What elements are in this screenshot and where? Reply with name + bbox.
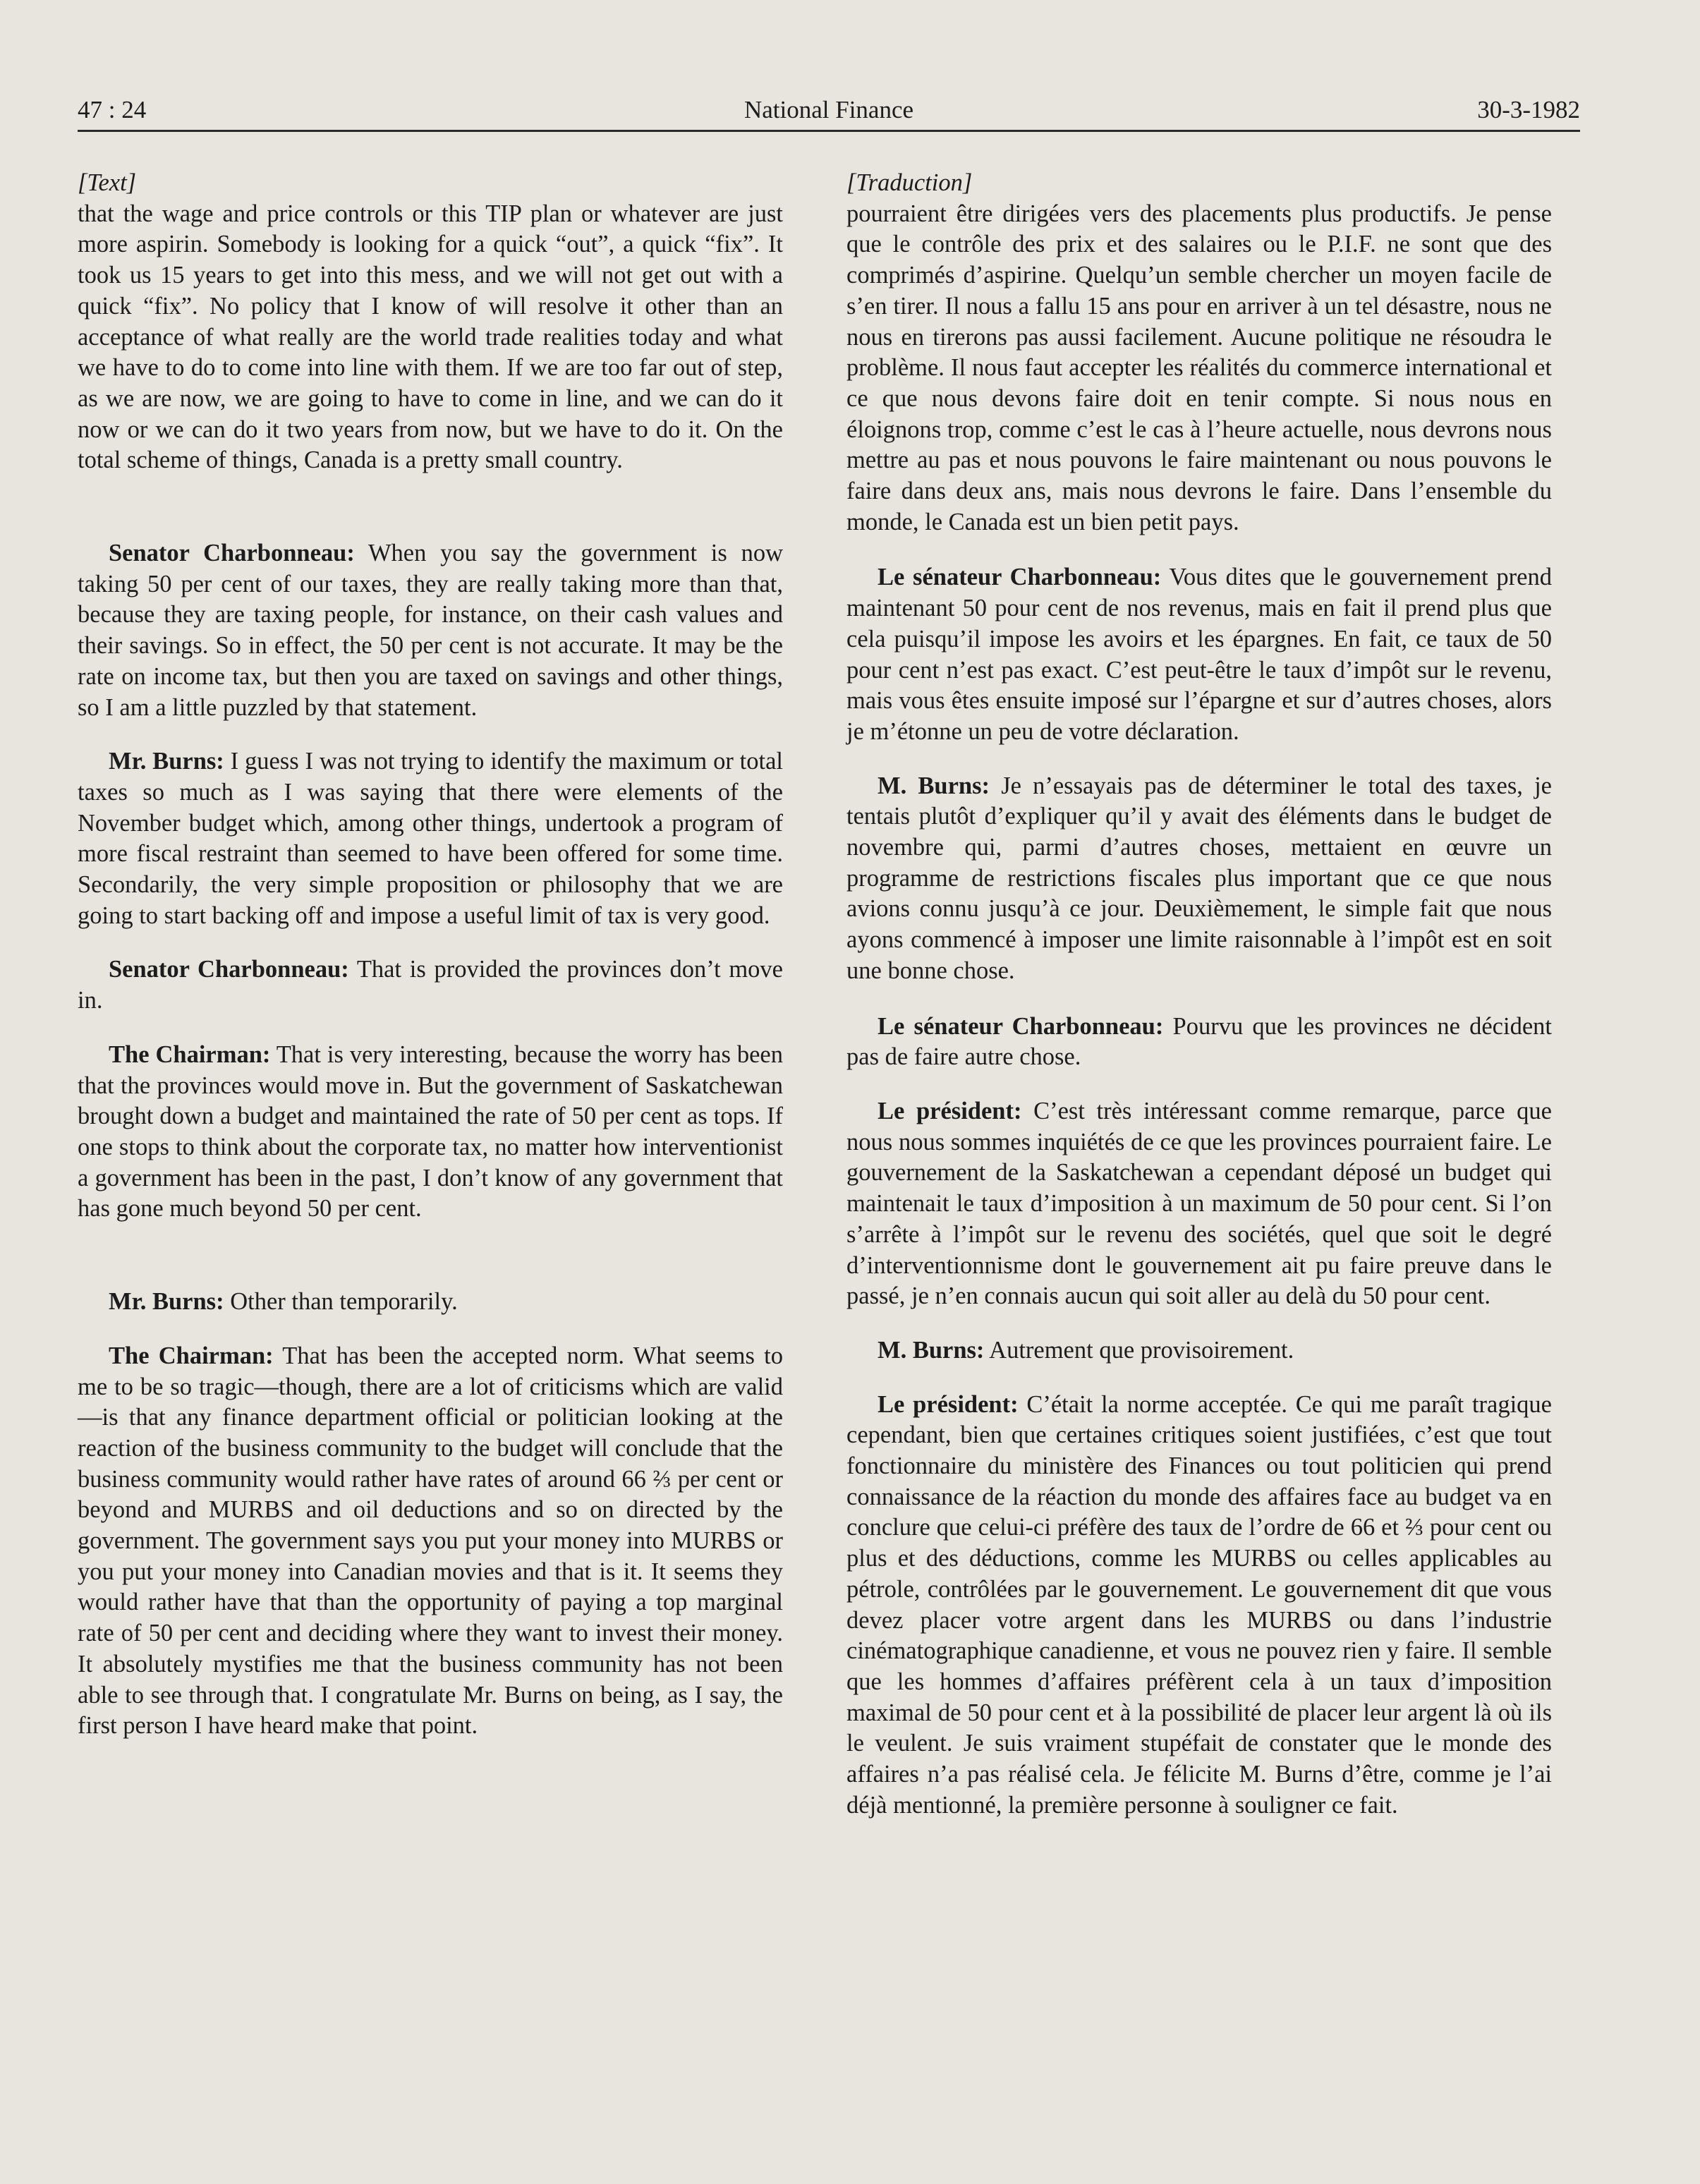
- french-paragraph: [846, 771, 1552, 987]
- speaker-name: Le président:: [878, 1097, 1022, 1124]
- paragraph-text: C’est très intéressant comme remarque, parce que nous nous sommes inquiétés de ce que les provinces pourraient faire. Le gouvernement de la Saskatchewan a cependant déposé un budget qui maintenait le taux d’imposition à un maximum de 50 pour cent. Si l’on s’arrête à l’impôt sur le revenu des sociétés, quel que soit le degré d’interventionnisme dont le gouvernement ait pu faire preuve dans le passé, je n’en connais aucun qui soit aller au delà du 50 pour cent.: [846, 1097, 1552, 1310]
- english-paragraph: [78, 746, 783, 931]
- paragraph-text: Other than temporarily.: [224, 1288, 458, 1316]
- french-paragraph: [846, 1390, 1552, 1821]
- speaker-name: The Chairman:: [109, 1342, 274, 1369]
- paragraph-text: That is provided the provinces don’t move in.: [78, 956, 783, 1014]
- paragraph-text: Pourvu que les provinces ne décident pas de faire autre chose.: [846, 1012, 1552, 1071]
- committee-title: National Finance: [743, 96, 914, 123]
- page-number: 47 : 24: [78, 96, 147, 123]
- paragraph-text: that the wage and price controls or this TIP plan or whatever are just more aspirin. Somebody is looking for a quick “out”, a quick “fix”. It took us 15 years to get into this mess, and we will not get out with a quick “fix”. No policy that I know of will resolve it other than an acceptance of what really are the world trade realities today and what we have to do to come into line with them. If we are too far out of step, as we are now, we are going to have to come in line, and we can do it now or we can do it two years from now, but we have to do it. On the total scheme of things, Canada is a pretty small country.: [78, 200, 783, 474]
- speaker-name: M. Burns:: [878, 1336, 985, 1364]
- english-paragraph: [78, 538, 783, 723]
- french-paragraph: [846, 1096, 1552, 1312]
- paragraph-text: I guess I was not trying to identify the maximum or total taxes so much as I was saying that there were elements of the November budget which, among other things, undertook a program of more fiscal restraint than seemed to have been offered for some time. Secondarily, the very simple proposition or philosophy that we are going to start backing off and impose a useful limit of tax is very good.: [78, 748, 783, 929]
- speaker-name: Le sénateur Charbonneau:: [878, 1012, 1164, 1040]
- french-label: [Traduction]: [846, 169, 973, 196]
- french-paragraph: [846, 1012, 1552, 1073]
- speaker-name: M. Burns:: [878, 772, 990, 799]
- speaker-name: The Chairman:: [109, 1041, 271, 1068]
- french-paragraph: [846, 1335, 1552, 1366]
- english-paragraph-continued: [78, 199, 783, 476]
- paragraph-text: Vous dites que le gouvernement prend maintenant 50 pour cent de nos revenus, mais en fait il prend plus que cela puisqu’il impose les avoirs et les épargnes. En fait, ce taux de 50 pour cent n’est pas exact. C’est peut-être le taux d’impôt sur le revenu, mais vous êtes ensuite imposé sur l’épargne et sur d’autres choses, alors je m’étonne un peu de votre déclaration.: [846, 564, 1552, 745]
- speaker-name: Senator Charbonneau:: [109, 956, 349, 983]
- page-header: [78, 90, 1580, 132]
- paragraph-text: pourraient être dirigées vers des placements plus productifs. Je pense que le contrôle des prix et des salaires ou le P.I.F. ne sont que des comprimés d’aspirine. Quelqu’un semble chercher un moyen facile de s’en tirer. Il nous a fallu 15 ans pour en arriver à un tel désastre, nous ne nous en tirerons pas aussi facilement. Aucune politique ne résoudra le problème. Il nous faut accepter les réalités du commerce international et ce que nous devons faire doit en tenir compte. Si nous nous en éloignons trop, comme c’est le cas à l’heure actuelle, nous devrons nous mettre au pas et nous pouvons le faire maintenant ou nous pouvons le faire dans deux ans, mais nous devrons le faire. Dans l’ensemble du monde, le Canada est un bien petit pays.: [846, 200, 1552, 535]
- english-label: [Text]: [78, 169, 137, 196]
- paragraph-text: That has been the accepted norm. What seems to me to be so tragic—though, there are a lot of criticisms which are valid—is that any finance department official or politician looking at the reaction of the business community to the budget will conclude that the business community would rather have rates of around 66 ⅔ per cent or beyond and MURBS and oil deductions and so on directed by the government. The government says you put your money into MURBS or you put your money into Canadian movies and that is it. It seems they would rather have that than the opportunity of paying a top marginal rate of 50 per cent and deciding where they want to invest their money. It absolutely mystifies me that the business community has not been able to see through that. I congratulate Mr. Burns on being, as I say, the first person I have heard make that point.: [78, 1342, 783, 1740]
- french-paragraph-continued: [846, 199, 1552, 538]
- speaker-name: Le président:: [878, 1390, 1019, 1418]
- english-paragraph: [78, 1040, 783, 1225]
- english-paragraph: [78, 1341, 783, 1742]
- paragraph-text: C’était la norme acceptée. Ce qui me paraît tragique cependant, bien que certaines critiques soient justifiées, c’est que tout fonctionnaire du ministère des Finances ou tout politicien qui prend connaissance de la réaction du monde des affaires face au budget va en conclure que celui-ci préfère des taux de l’ordre de 66 et ⅔ pour cent ou plus et des déductions, comme les MURBS ou celles applicables au pétrole, contrôlées par le gouvernement. Le gouvernement dit que vous devez placer votre argent dans les MURBS ou dans l’industrie cinématographique canadienne, et vous ne pouvez rien y faire. Il semble que les hommes d’affaires préfèrent cela à un taux d’imposition maximal de 50 pour cent et à la possibilité de placer leur argent là où ils le veulent. Je suis vraiment stupéfait de constater que le monde des affaires n’a pas réalisé cela. Je félicite M. Burns d’être, comme je l’ai déjà mentionné, la première personne à souligner ce fait.: [846, 1390, 1552, 1819]
- english-paragraph: [78, 954, 783, 1016]
- speaker-name: Mr. Burns:: [109, 1288, 224, 1316]
- speaker-name: Mr. Burns:: [109, 748, 224, 775]
- french-column: [846, 168, 1552, 1821]
- english-column: [78, 168, 783, 1742]
- french-paragraph: [846, 562, 1552, 747]
- paragraph-text: When you say the government is now taking 50 per cent of our taxes, they are really taking more than that, because they are taxing people, for instance, on their cash values and their savings. So in effect, the 50 per cent is not accurate. It may be the rate on income tax, but then you are taxed on savings and other things, so I am a little puzzled by that statement.: [78, 540, 783, 721]
- speaker-name: Le sénateur Charbonneau:: [878, 564, 1162, 591]
- paragraph-text: Je n’essayais pas de déterminer le total des taxes, je tentais plutôt d’expliquer qu’il y avait des éléments dans le budget de novembre qui, parmi d’autres choses, mettaient en œuvre un programme de restrictions fiscales plus important que ce que nous avions connu jusqu’à ce jour. Deuxièmement, le simple fait que nous ayons commencé à imposer une limite raisonnable à l’impôt est en soit une bonne chose.: [846, 772, 1552, 984]
- paragraph-text: Autrement que provisoirement.: [984, 1336, 1294, 1364]
- english-paragraph: [78, 1287, 783, 1318]
- paragraph-text: That is very interesting, because the worry has been that the provinces would move in. But the government of Saskatchewan brought down a budget and maintained the rate of 50 per cent as tops. If one stops to think about the corporate tax, no matter how interventionist a government has been in the past, I don’t know of any government that has gone much beyond 50 per cent.: [78, 1041, 783, 1223]
- speaker-name: Senator Charbonneau:: [109, 540, 355, 567]
- page-date: 30-3-1982: [1477, 96, 1580, 123]
